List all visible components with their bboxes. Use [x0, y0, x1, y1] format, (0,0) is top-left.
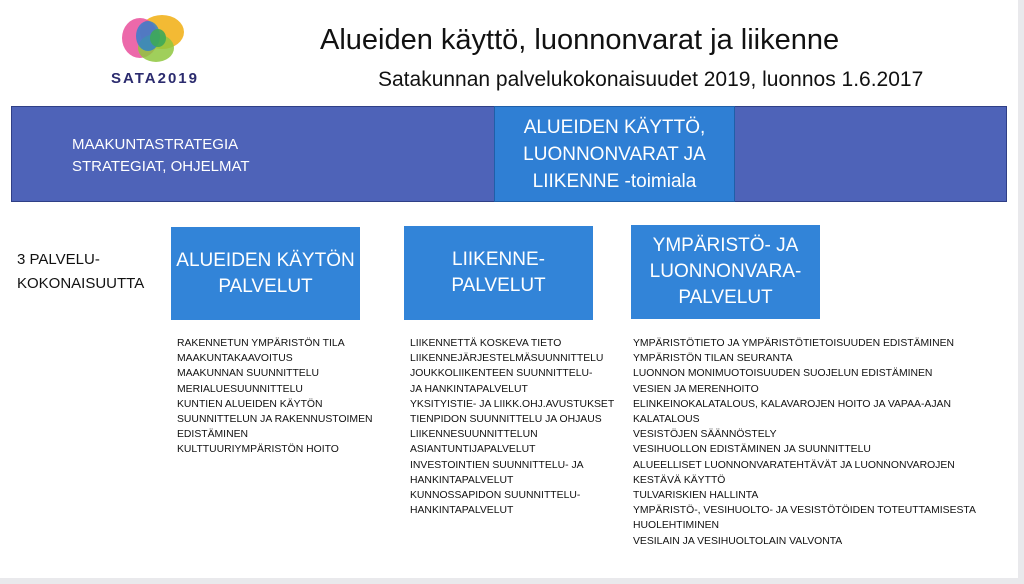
service-list-item: ASIANTUNTIJAPALVELUT: [410, 444, 536, 456]
service-list-item: VESIEN JA MERENHOITO: [633, 383, 759, 395]
strategy-line: MAAKUNTASTRATEGIA: [72, 136, 239, 153]
service-box-traffic: [404, 226, 593, 320]
service-list-item: LIIKENNEJÄRJESTELMÄSUUNNITTELU: [410, 353, 604, 365]
service-list-item: TULVARISKIEN HALLINTA: [633, 490, 759, 502]
service-list-item: YMPÄRISTÖTIETO JA YMPÄRISTÖTIETOISUUDEN EDISTÄMINEN: [633, 338, 955, 349]
service-list-item: JA HANKINTAPALVELUT: [410, 383, 528, 395]
service-box-line: ALUEIDEN KÄYTÖN: [176, 249, 355, 271]
service-list-item: KULTTUURIYMPÄRISTÖN HOITO: [177, 444, 339, 456]
service-list-item: MERIALUESUUNNITTELU: [177, 383, 303, 395]
strategy-label: [72, 134, 250, 178]
service-list-item: YMPÄRISTÖ-, VESIHUOLTO- JA VESISTÖTÖIDEN TOTEUTTAMISESTA: [633, 505, 976, 517]
service-list-item: KESTÄVÄ KÄYTTÖ: [633, 474, 726, 486]
service-box-line: YMPÄRISTÖ- JA: [652, 235, 799, 256]
service-count-label: [17, 248, 144, 296]
service-list-item: LIIKENNESUUNNITTELUN: [410, 429, 538, 441]
service-list-item: LUONNON MONIMUOTOISUUDEN SUOJELUN EDISTÄMINEN: [633, 368, 933, 380]
logo-blobs-icon: [100, 8, 210, 72]
service-list-item: RAKENNETUN YMPÄRISTÖN TILA: [177, 338, 345, 349]
service-list-item: ELINKEINOKALATALOUS, KALAVAROJEN HOITO JA VAPAA-AJAN: [633, 398, 951, 410]
service-box-line: LUONNONVARA-: [649, 261, 802, 282]
service-list-item: TIENPIDON SUUNNITTELU JA OHJAUS: [410, 414, 602, 426]
service-box-line: LIIKENNE-: [452, 249, 545, 270]
service-list-item: HUOLEHTIMINEN: [633, 520, 720, 532]
service-count-line: KOKONAISUUTTA: [17, 275, 145, 292]
service-list-item: MAAKUNNAN SUUNNITTELU: [177, 368, 320, 380]
toimiala-line: LIIKENNE -toimiala: [532, 170, 697, 192]
service-list-item: INVESTOINTIEN SUUNNITTELU- JA: [410, 459, 584, 471]
service-list-item: KALATALOUS: [633, 414, 700, 426]
strategy-line: STRATEGIAT, OHJELMAT: [72, 158, 250, 175]
service-list-item: HANKINTAPALVELUT: [410, 474, 514, 486]
toimiala-line: LUONNONVARAT JA: [523, 143, 706, 165]
service-box-line: PALVELUT: [218, 275, 313, 297]
service-box-land-use: [171, 227, 360, 320]
service-list-item: LIIKENNETTÄ KOSKEVA TIETO: [410, 338, 562, 349]
service-list-traffic: [410, 336, 614, 518]
service-list-environment: [633, 336, 976, 549]
service-list-item: YKSITYISTIE- JA LIIKK.OHJ.AVUSTUKSET: [410, 398, 615, 410]
service-list-item: VESILAIN JA VESIHUOLTOLAIN VALVONTA: [633, 535, 843, 547]
toimiala-line: ALUEIDEN KÄYTTÖ,: [523, 116, 706, 138]
service-box-environment: [631, 225, 820, 319]
sata2019-logo: [100, 8, 210, 92]
page-title: Alueiden käyttö, luonnonvarat ja liikenne: [320, 24, 840, 56]
page-subtitle: Satakunnan palvelukokonaisuudet 2019, luonnos 1.6.2017: [378, 68, 924, 91]
service-list-item: KUNNOSSAPIDON SUUNNITTELU-: [410, 490, 581, 502]
service-list-item: VESIHUOLLON EDISTÄMINEN JA SUUNNITTELU: [633, 444, 871, 456]
service-list-item: KUNTIEN ALUEIDEN KÄYTÖN: [177, 398, 323, 410]
service-list-item: YMPÄRISTÖN TILAN SEURANTA: [633, 353, 793, 365]
toimiala-box: [494, 106, 735, 202]
service-list-item: HANKINTAPALVELUT: [410, 505, 514, 517]
service-list-item: SUUNNITTELUN JA RAKENNUSTOIMEN: [177, 414, 373, 426]
service-list-item: JOUKKOLIIKENTEEN SUUNNITTELU-: [410, 368, 593, 380]
service-box-line: PALVELUT: [678, 287, 773, 308]
service-list-item: MAAKUNTAKAAVOITUS: [177, 353, 293, 365]
service-list-land-use: [177, 336, 373, 458]
service-box-line: PALVELUT: [451, 275, 546, 296]
logo-text: SATA2019: [111, 70, 199, 87]
service-list-item: VESISTÖJEN SÄÄNNÖSTELY: [633, 429, 777, 441]
service-list-item: EDISTÄMINEN: [177, 429, 249, 441]
service-count-line: 3 PALVELU-: [17, 251, 100, 268]
service-list-item: ALUEELLISET LUONNONVARATEHTÄVÄT JA LUONNONVAROJEN: [633, 459, 955, 471]
